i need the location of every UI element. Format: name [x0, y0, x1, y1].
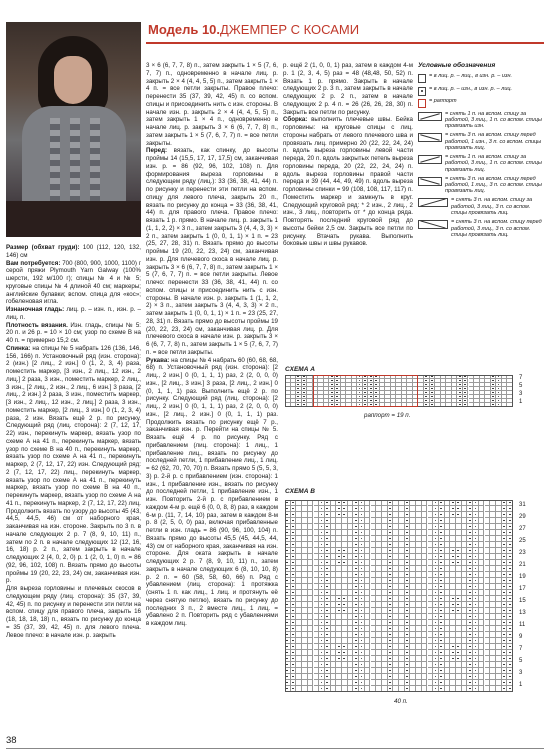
repeat-frame — [313, 375, 419, 407]
legend-row — [418, 176, 544, 195]
cable-6-front-icon — [418, 220, 448, 229]
cable-right-knit-icon — [418, 155, 442, 164]
row-number: 7 — [519, 646, 523, 652]
row-number: 25 — [519, 538, 526, 544]
paragraph-lead: Перед: — [146, 147, 168, 155]
row-number: 7 — [519, 375, 523, 381]
row-number: 27 — [519, 526, 526, 532]
paragraph-text: 3 × 6 (6, 7, 7, 8) п., затем закрыть 1 × 5 (7, 6, 7, 7) п., одновременно в начале лиц. р. закрыть 2 × 4 (4, 4, 5, 5) п., затем закрыть 1 × 4 п. = все петли закрыты. Правое плечо: перенести 35 (37, 39, 42, 45) п. со вспом. спицы и присоединить нить с изн. стороны. В начале изн. р. закрыть 2 × 4 (4, 4, 5, 5) п., затем закрыть 1 × 4 п., одновременно в начале лиц. р. закрыть 3 × 6 (6, 7, 7, 8) п., затем закрыть 1 × 5 (7, 6, 7, 7) п. = все петли закрыты. — [146, 62, 278, 147]
paragraph-lead: Рукава: — [146, 356, 170, 364]
paragraph — [6, 306, 141, 322]
row-number: 5 — [519, 383, 523, 389]
row-number: 19 — [519, 574, 526, 580]
row-number: 5 — [519, 658, 523, 664]
photo-floor — [6, 201, 141, 237]
row-number: 9 — [519, 634, 523, 640]
symbol-legend — [418, 62, 544, 282]
paragraph — [283, 62, 413, 116]
repeat-symbol-icon — [418, 99, 426, 108]
paragraph-text: на спицы № 5 набрать 126 (136, 146, 156, 166) п. Установочный ряд (изн. сторона): 2 (изн.) [2 лиц., 2 изн.] 0 (1, 2, 3, 4) раза, поместить маркер, [3 изн., 2 лиц., 12 изн., 2 лиц.] 2 раза, 3 изн., поместить маркер, 2 лиц., 3 изн., [2 лиц., 2 изн., 2 лиц., 6 изн.] 3 раза, [2 лиц., 2 изн.] 2 раза, 3 изн., поместить маркер, [3 изн., 2 лиц., 12 изн., 2 лиц.] 2 раза, 3 изн., поместить маркер, [2 лиц., 3 изн.] 0 (1, 2, 3, 4) раза, 2 изн. Вязать ещё 2 р. по рисунку. Следующий ряд (лиц. сторона): 2 (7, 12, 17, 22) изн., перекинуть маркер, вязать узор по схеме А на 41 п., перекинуть маркер, вязать узор по схеме В на 40 п., перекинуть маркер, вязать узор по схеме А на 41 п., перекинуть маркер, 2 (7, 12, 17, 22) изн. Следующий ряд: 2 (7, 12, 17, 22) лиц., перекинуть маркер, вязать узор по схеме А на 41 п., перекинуть маркер, вязать узор по схеме В на 40 п., перекинуть маркер, вязать узор по схеме А на 41 п., перекинуть маркер, 2 (7, 12, 17, 22) лиц. Продолжить вязать по узору до высоты 45 (43, 44,5, 44,5, 46) см от наборного края, заканчивая на изн. стороне. Закрыть по 3 п. в начале следующих 2 р. 7 (8, 9, 10, 11) п., затем по 2 п. в начале следующих 12 (12, 16, 16, 18) р. 2 п., затем закрыть в начале следующих 2 (4, 0, 2, 0) р. 1 (2, 0, 1, 0) п. = 86 (92, 96, 102, 108) п. Вязать прямо до высоты проймы 19 (20, 22, 23, 24) см, заканчивая изн. р. — [6, 344, 141, 585]
chart-b-caption: 40 п. — [394, 698, 408, 705]
row-number: 23 — [519, 550, 526, 556]
page-header — [146, 22, 544, 44]
paragraph-text: выполнить плечевые швы. Бейка горловины: на круговые спицы с лиц. стороны набрать от левого плечевого шва и провязать лиц. примерно 20 (22, 22, 24, 24) п. вдоль выреза горловины левой части переда, 20 п. вдоль закрытых петель выреза горловины переда, 20 (22, 22, 24, 24) п. вдоль выреза горловины правой части переда и 39 (44, 44, 49, 49) п. вдоль выреза горловины спинки = 99 (108, 108, 117, 117) п. Поместить маркер и замкнуть в круг. Следующий круговой ряд: * 2 изн., 2 лиц., 2 изн., 3 лиц., повторить от * до конца ряда. Повторять последний круговой ряд до высоты бейки 2,5 см. Закрыть все петли по рисунку. Втачать рукава. Выполнить боковые швы и швы рукавов. — [283, 116, 413, 248]
legend-row — [418, 132, 544, 151]
paragraph-lead: Вам потребуется: — [6, 259, 61, 267]
legend-row — [418, 219, 544, 238]
paragraph — [146, 357, 278, 628]
paragraph-text: 100 (112, 120, 132, 146) см — [6, 244, 141, 259]
legend-text: = снять 3 п. на вспом. спицу за работой, 3 лиц., 3 п. со вспом. спицы провязать лиц. — [451, 197, 533, 217]
paragraph-text: 700 (800, 900, 1000, 1100) г серой пряжи Plymouth Yarn Galway (100% шерсти, 192 м/100 г); спицы № 4 и № 5; круговые спицы № 4 длиной 40 см; маркеры; английские булавки; вспом. спица для «кос»; гобеленовая игла. — [6, 259, 141, 306]
paragraph-lead: Размер (обхват груди): — [6, 244, 80, 251]
text-column-1 — [6, 244, 141, 714]
legend-text: = снять 3 п. на вспом. спицу перед работой, 3 лиц., 3 п. со вспом. спицы провязать лиц. — [451, 219, 542, 238]
legend-row — [418, 111, 544, 130]
chart-a-caption: раппорт = 19 п. — [364, 412, 411, 419]
bottom-rule — [6, 748, 544, 749]
row-number: 1 — [519, 682, 523, 688]
row-number: 21 — [519, 562, 526, 568]
paragraph — [283, 116, 413, 248]
chart-b-label: СХЕМА В — [285, 488, 315, 495]
paragraph-lead: Спинка: — [6, 344, 31, 352]
cable-right-purl-icon — [418, 112, 442, 121]
legend-row — [418, 98, 544, 108]
knit-symbol-icon — [418, 74, 426, 83]
legend-text: = в лиц. р. – изн., в изн. р. – лиц. — [429, 85, 513, 92]
cable-left-knit-icon — [418, 177, 442, 186]
chart-a-label: СХЕМА А — [285, 366, 315, 373]
row-number: 3 — [519, 391, 523, 397]
paragraph — [6, 260, 141, 307]
photo-face — [54, 56, 92, 104]
paragraph-lead: Плотность вязания. — [6, 321, 68, 329]
chart-b-grid — [285, 500, 513, 692]
paragraph-text: вязать, как спинку, до высоты проймы 14 (15,5, 17, 17, 17,5) см, заканчивая изн. р. = 86 (92, 96, 102, 108) п. Для формирования выреза горловины в следующем ряду (лиц.): 33 (36, 38, 41, 44) п. по рисунку и перенести эти петли на вспом. спицу для левого плеча, закрыть 20 п., вязать по рисунку до конца = 33 (36, 38, 41, 44) п. для правого плеча. Правое плечо: вязать 1 р. прямо. В начале лиц. р. закрыть 1 (1, 1, 2, 2) × 3 п., затем закрыть 3 (4, 4, 3, 3) × 2 п., затем закрыть 1 (0, 0, 1, 1) × 1 п. = 23 (25, 27, 28, 31) п. Вязать прямо до высоты проймы 19 (20, 22, 23, 24) см, заканчивая изн. р. Для плечевого скоса в начале лиц. р. закрыть 3 × 6 (6, 7, 7, 8) п., затем закрыть 1 × 5 (7, 6, 7, 7) п. = все петли закрыты. Левое плечо: перенести 33 (36, 38, 41, 44) п. со вспом. спицы и присоединить нить с изн. стороны. В начале изн. р. закрыть 1 (1, 1, 2, 2) × 3 п., затем закрыть 3 (4, 4, 3, 3) × 2 п., затем закрыть 1 (0, 0, 1, 1) × 1 п. = 23 (25, 27, 28, 31) п. Вязать прямо до высоты проймы 19 (20, 22, 23, 24) см, заканчивая лиц. р. Для плечевого скоса в начале изн. р. закрыть 3 × 6 (6, 7, 7, 8) п., затем закрыть 1 × 5 (7, 6, 7, 7) п. = все петли закрыты. — [146, 147, 278, 356]
paragraph — [146, 147, 278, 356]
legend-text: = раппорт — [429, 98, 457, 104]
paragraph — [146, 62, 278, 147]
legend-row — [418, 197, 544, 216]
legend-text: = снять 3 п. на вспом. спицу перед работой, 1 лиц., 3 п. со вспом. спицы провязать лиц. — [445, 175, 542, 195]
cable-left-purl-icon — [418, 133, 442, 142]
row-number: 15 — [519, 598, 526, 604]
paragraph — [6, 585, 141, 639]
row-number: 1 — [519, 399, 523, 405]
page-number: 38 — [6, 735, 17, 746]
paragraph-text: лиц. р. – изн. п., изн. р. – лиц. п. — [6, 306, 141, 321]
paragraph-text: р. ещё 2 (1, 0, 0, 1) раз, затем в каждом 4-м р. 1 (2, 3, 4, 5) раз = 48 (48,48, 50, 52) п. Вязать 1 р. прямо. Закрыть в начале следующих 2 р. 3 п., затем закрыть в начале следующих 2 р. 2 п., затем в начале следующих 2 р. 4 п. = 26 (26, 26, 28, 30) п. Закрыть все петли по рисунку. — [283, 62, 413, 116]
page-title: ДЖЕМПЕР С КОСАМИ — [220, 22, 360, 37]
legend-row — [418, 154, 544, 173]
legend-row — [418, 86, 544, 96]
text-column-2 — [146, 62, 278, 722]
legend-text: = в лиц. р. – лиц., в изн. р. – изн. — [429, 73, 513, 79]
row-number: 13 — [519, 610, 526, 616]
row-number: 29 — [519, 514, 526, 520]
paragraph-text: Для выреза горловины и плечевых скосов в следующем ряду (лиц. сторона): 35 (37, 39, 42, 45) п. по рисунку и перенести эти петли на вспом. спицу для правого плеча, закрыть 16 (18, 18, 18, 18) п., вязать по рисунку до конца = 35 (37, 39, 42, 45) п. для левого плеча. Левое плечо: в начале изн. р. закрыть — [6, 585, 141, 639]
chart-frame — [285, 500, 513, 692]
legend-text: = снять 3 п. на вспом. спицу перед работой, 1 изн., 3 п. со вспом. спицы провязать лиц. — [445, 132, 542, 152]
model-photo — [6, 22, 141, 237]
paragraph — [6, 244, 141, 260]
paragraph — [6, 322, 141, 345]
chart-a-grid — [285, 375, 513, 407]
text-column-3 — [283, 62, 413, 284]
paragraph — [6, 345, 141, 585]
legend-title: Условные обозначения — [418, 62, 496, 69]
paragraph-text: на спицы № 4 набрать 60 (60, 68, 68, 68) п. Установочный ряд (изн. сторона): [2 лиц., 2 изн.] 0 (0, 1, 1, 1) раз, 2 (2, 0, 0, 0) изн., [2 лиц., 3 изн.] 3 раза, [2 лиц., 2 изн.] 0 (0, 1, 1, 1) раз. Выполнить ещё 2 р. по рисунку. Следующий ряд (лиц. сторона): [2 лиц., 2 изн.] 0 (0, 1, 1, 1) раз, 2 (2, 0, 0, 0) изн., [2 лиц., 2 изн.] 0 (0, 1, 1, 1) раз. Продолжить вязать по рисунку ещё 7 р., заканчивая изн. р. Перейти на спицы № 5. Вязать ещё 4 р. по рисунку. Ряд с прибавлением (лиц. сторона): 1 лиц., 1 прибавление лиц., вязать по рисунку до последней петли, 1 прибавление лиц., 1 лиц. = 62 (62, 70, 70, 70) п. Вязать прямо 5 (5, 5, 3, 3) р. 2-й р. с прибавлением (изн. сторона): 1 изн., 1 прибавление изн., вязать по рисунку до последней петли, 1 прибавление изн., 1 изн. Повторить 2-й р. с прибавлением в каждом 4-м р. ещё 6 (0, 0, 8, 8) раз, в каждом 6-м р. (11, 7, 14, 10) раз, затем в каждом 8-м р. 8 (2, 5, 0, 0) раз, включая прибавленные петли в изн. гладь = 86 (90, 96, 100, 104) п. Вязать прямо до высоты 45,5 (45, 44,5, 44, 43) см от наборного края, заканчивая на изн. стороне. Для оката закрыть в начале следующих 2 р. 7 (8, 9, 10, 11) п., затем закрыть в начале следующих 6 (8, 10, 10, 8) р. 2 п. = 60 (58, 58, 60, 66) п. Ряд с убавлением (лиц. сторона): 1 протяжка (снять 1 п. как лиц., 1 лиц. и протянуть её через снятую петлю), вязать по рисунку до последних 3 п., 2 вместе лиц., 1 лиц. = убавлено 2 п. Повторить ряд с убавлениями в каждом лиц. — [146, 356, 278, 627]
row-number: 3 — [519, 670, 523, 676]
purl-symbol-icon — [418, 87, 426, 96]
model-number: Модель 10. — [148, 22, 221, 37]
row-number: 11 — [519, 622, 526, 628]
paragraph-lead: Сборка: — [283, 116, 308, 124]
cable-6-back-icon — [418, 198, 448, 207]
row-number: 17 — [519, 586, 526, 592]
legend-row — [418, 73, 544, 83]
legend-text: = снять 1 п. на вспом. спицу за работой, 3 лиц., 1 п. со вспом. спицы провязать изн. — [445, 110, 542, 130]
paragraph-lead: Изнаночная гладь: — [6, 306, 65, 313]
row-number: 31 — [519, 502, 526, 508]
legend-text: = снять 1 п. на вспом. спицу за работой, 3 лиц., 1 п. со вспом. спицы провязать лиц. — [445, 153, 542, 173]
paragraph-text: Изн. гладь, спицы № 5: 20 п. и 26 р. = 10 × 10 см; узор по схеме В на 40 п. = примерно 15,2 см. — [6, 321, 141, 344]
